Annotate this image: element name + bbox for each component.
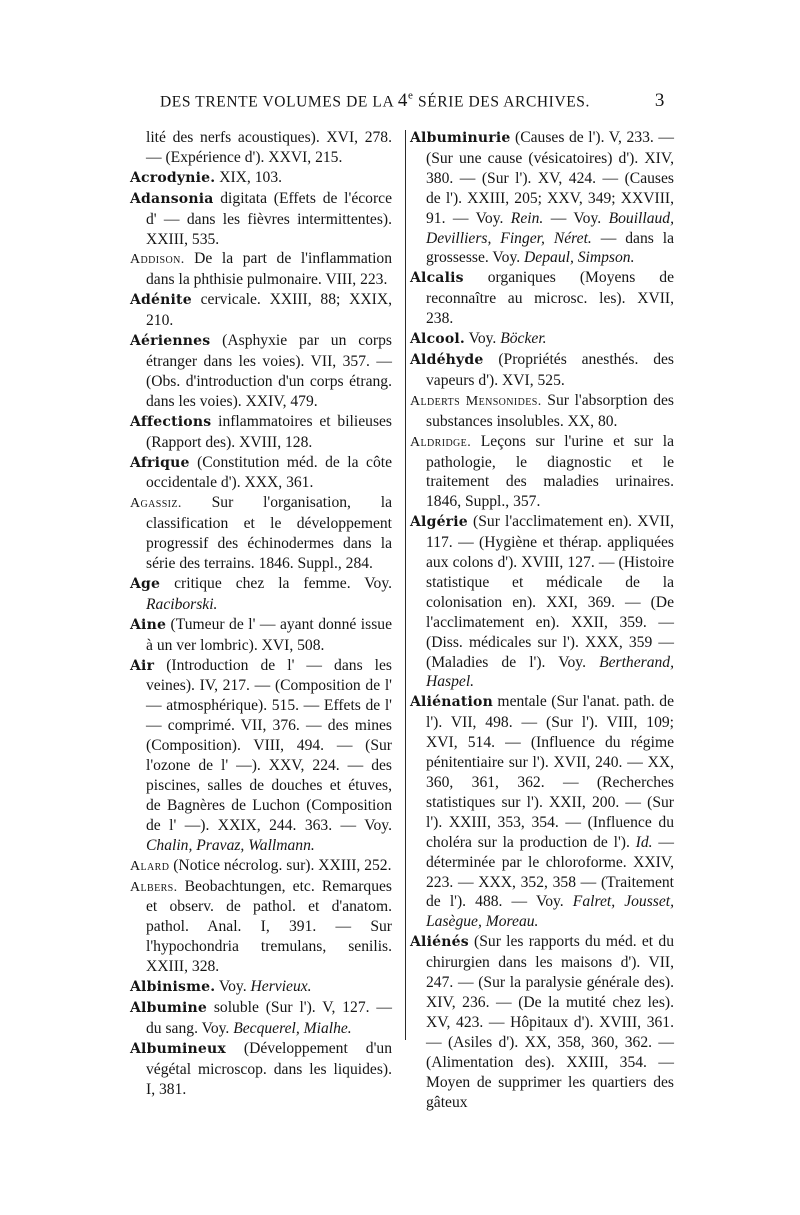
entry-headword: Albers. bbox=[130, 879, 178, 895]
entry-text: (Sur les rapports du méd. et du chirurgien dans les maisons d'). VII, 247. — (Sur la paralysie générale des). XIV, 236. — (De la mutité chez les). XV, 423. — Hôpitaux d'). XVIII, 361. — (Asiles d'). XX, 358, 360, 362. — (Alimentation des). XXIII, 354. — Moyen de supprimer les quartiers des gâteux bbox=[426, 933, 674, 1111]
column-divider bbox=[405, 130, 406, 1040]
page-number: 3 bbox=[654, 90, 665, 111]
index-entry bbox=[130, 1039, 392, 1100]
index-entry bbox=[130, 189, 392, 250]
entry-headword: Aliénés bbox=[410, 934, 469, 951]
entry-reference: Id. bbox=[635, 833, 653, 851]
entry-text: XIX, 103. bbox=[215, 168, 283, 186]
entry-text: (Tumeur de l' — ayant donné issue à un ver lombric). XVI, 508. bbox=[146, 615, 392, 654]
index-entry bbox=[130, 998, 392, 1039]
header-series-number: 4 bbox=[397, 90, 409, 111]
index-entry bbox=[130, 574, 392, 615]
entry-text: lité des nerfs acoustiques). XVI, 278. — (Expérience d'). XXVI, 215. bbox=[146, 129, 392, 166]
entry-headword: Albuminurie bbox=[410, 130, 511, 146]
entry-text: De la part de l'inflammation dans la phthisie pulmonaire. VIII, 223. bbox=[146, 250, 392, 289]
entry-headword: Aine bbox=[130, 616, 167, 633]
header-title-right: SÉRIE DES ARCHIVES. bbox=[417, 93, 590, 110]
entry-text: — dans la grossesse. Voy. bbox=[426, 229, 674, 267]
index-entry bbox=[130, 412, 392, 453]
entry-headword: Alcalis bbox=[410, 270, 464, 287]
entry-reference: Bouillaud, Devilliers, Finger, Néret. bbox=[426, 209, 674, 247]
index-entry bbox=[410, 391, 674, 432]
index-entry bbox=[410, 512, 674, 692]
entry-headword: Alard bbox=[130, 858, 170, 874]
entry-reference: Bertherand, Haspel. bbox=[426, 653, 674, 691]
entry-text: (Propriétés anesthés. des vapeurs d'). XVI, 525. bbox=[426, 350, 674, 389]
index-entry bbox=[130, 856, 392, 877]
entry-reference: Hervieux. bbox=[250, 978, 312, 996]
index-entry bbox=[130, 249, 392, 290]
entry-text: (Asphyxie par un corps étranger dans les voies). VII, 357. — (Obs. d'introduction d'un corps étrang. dans les voies). XXIV, 479. bbox=[146, 332, 392, 410]
entry-headword: Adansonia bbox=[130, 190, 214, 207]
entry-headword: Agassiz. bbox=[130, 496, 182, 512]
entry-headword: Adénite bbox=[130, 292, 192, 309]
index-entry bbox=[410, 329, 674, 350]
entry-reference: Depaul, Simpson. bbox=[524, 249, 635, 267]
index-entry bbox=[130, 128, 392, 168]
entry-headword: Albumine bbox=[130, 999, 207, 1016]
entry-reference: Rein. bbox=[510, 209, 544, 227]
entry-text: digitata (Effets de l'écorce d' — dans les fièvres intermittentes). XXIII, 535. bbox=[146, 189, 392, 248]
entry-headword: Afrique bbox=[130, 454, 190, 471]
index-entry bbox=[130, 290, 392, 331]
entry-text: cervicale. XXIII, 88; XXIX, 210. bbox=[146, 291, 392, 330]
index-entry bbox=[130, 615, 392, 656]
entry-text: organiques (Moyens de reconnaître au microsc. les). XVII, 238. bbox=[426, 269, 674, 328]
entry-headword: Aliénation bbox=[410, 694, 493, 711]
entry-headword: Age bbox=[130, 575, 161, 592]
index-entry bbox=[410, 432, 674, 513]
index-entry bbox=[130, 877, 392, 978]
header-title bbox=[160, 90, 590, 112]
entry-text: (Constitution méd. de la côte occidentale d'). XXX, 361. bbox=[146, 453, 392, 492]
entry-headword: Aldéhyde bbox=[410, 351, 484, 368]
entry-reference: Böcker. bbox=[500, 330, 547, 348]
entry-headword: Affections bbox=[130, 413, 212, 430]
entry-text: inflammatoires et bilieuses (Rapport des). XVIII, 128. bbox=[146, 412, 392, 451]
index-entry bbox=[410, 932, 674, 1112]
entry-text: Sur l'organisation, la classification et le développement progressif des échinodermes dans la série des terrains. 1846. Suppl., 284. bbox=[146, 494, 392, 573]
entry-headword: Alderts Mensonides. bbox=[410, 393, 542, 409]
index-entry bbox=[130, 168, 392, 189]
index-entry bbox=[130, 977, 392, 998]
entry-text: soluble (Sur l'). V, 127. — du sang. Voy. bbox=[146, 998, 392, 1037]
entry-text: (Causes de l'). V, 233. — (Sur une cause (vésicatoires) d'). XIV, 380. — (Sur l'). XV, 424. — (Causes de l'). XXIII, 205; XXV, 349; XXVIII, 91. — Voy. bbox=[426, 129, 674, 227]
entry-text: mentale (Sur l'anat. path. de l'). VII, 498. — (Sur l'). VIII, 109; XVI, 514. — (Influence du régime pénitentiaire sur l'). XVII, 240. — XX, 360, 361, 362. — (Recherches statistiques sur l'). XXII, 200. — (Sur l'). XXIII, 353, 354. — (Influence du choléra sur la production de l'). bbox=[426, 693, 674, 851]
entry-text: critique chez la femme. Voy. bbox=[160, 574, 392, 592]
entry-text: Leçons sur l'urine et sur la pathologie, le diagnostic et le traitement des maladies urinaires. 1846, Suppl., 357. bbox=[426, 432, 674, 511]
entry-headword: Alcool. bbox=[410, 331, 465, 348]
entry-text: Voy. bbox=[464, 330, 501, 348]
entry-text: Voy. bbox=[215, 978, 251, 996]
entry-reference: Chalin, Pravaz, Wallmann. bbox=[146, 836, 315, 854]
index-entry bbox=[130, 331, 392, 412]
index-entry bbox=[410, 692, 674, 932]
index-entry bbox=[130, 656, 392, 856]
entry-headword: Aldridge. bbox=[410, 434, 472, 450]
entry-reference: Becquerel, Mialhe. bbox=[233, 1019, 352, 1037]
index-entry bbox=[130, 453, 392, 494]
entry-reference: Falret, Jousset, Lasègue, Moreau. bbox=[426, 893, 674, 931]
entry-text: Beobachtungen, etc. Remarques et observ. de pathol. et d'anatom. pathol. Anal. I, 391. — Sur l'hypochondria tremulans, senilis. XXIII, 328. bbox=[146, 877, 392, 976]
entry-text: (Sur l'acclimatement en). XVII, 117. — (Hygiène et thérap. appliquées aux colons d'). XVIII, 127. — (Histoire statistique et médicale de la colonisation en). XXI, 369. — (De l'acclimatement en). XXII, 359. — (Diss. médicales sur l'). XXX, 359 — (Maladies de l'). Voy. bbox=[426, 513, 674, 671]
entry-headword: Air bbox=[130, 657, 155, 674]
index-entry bbox=[410, 128, 674, 268]
entry-headword: Albinisme. bbox=[130, 979, 216, 996]
entry-text: — Voy. bbox=[543, 209, 609, 227]
entry-headword: Albumineux bbox=[130, 1040, 226, 1057]
left-column bbox=[130, 128, 392, 1100]
index-entry bbox=[130, 493, 392, 574]
entry-headword: Aériennes bbox=[130, 333, 211, 350]
entry-headword: Acrodynie. bbox=[130, 169, 216, 186]
entry-reference: Raciborski. bbox=[146, 595, 218, 613]
index-entry bbox=[410, 350, 674, 391]
entry-headword: Addison. bbox=[130, 252, 185, 268]
entry-text: — déterminée par le chloroforme. XXIV, 223. — XXX, 352, 358 — (Traitement de l'). 488. — Voy. bbox=[426, 833, 674, 911]
running-header bbox=[160, 88, 665, 112]
entry-text: (Développement d'un végétal microscop. dans les liquides). I, 381. bbox=[146, 1039, 392, 1098]
header-title-left: DES TRENTE VOLUMES DE LA bbox=[160, 93, 394, 110]
entry-text: (Introduction de l' — dans les veines). IV, 217. — (Composition de l' — atmosphérique). 515. — Effets de l' — comprimé. VII, 376. — des mines (Composition). VIII, 494. — (Sur l'ozone de l' —). XXV, 224. — des piscines, salles de douches et étuves, de Bagnères de Luchon (Composition de l' —). XXIX, 244. 363. — Voy. bbox=[146, 656, 392, 834]
entry-headword: Algérie bbox=[410, 514, 468, 531]
entry-text: (Notice nécrolog. sur). XXIII, 252. bbox=[169, 856, 392, 874]
header-series bbox=[398, 90, 414, 111]
index-entry bbox=[410, 268, 674, 329]
header-series-sup: e bbox=[408, 89, 414, 102]
entry-text: Sur l'absorption des substances insolubles. XX, 80. bbox=[426, 391, 674, 430]
right-column bbox=[410, 128, 674, 1112]
